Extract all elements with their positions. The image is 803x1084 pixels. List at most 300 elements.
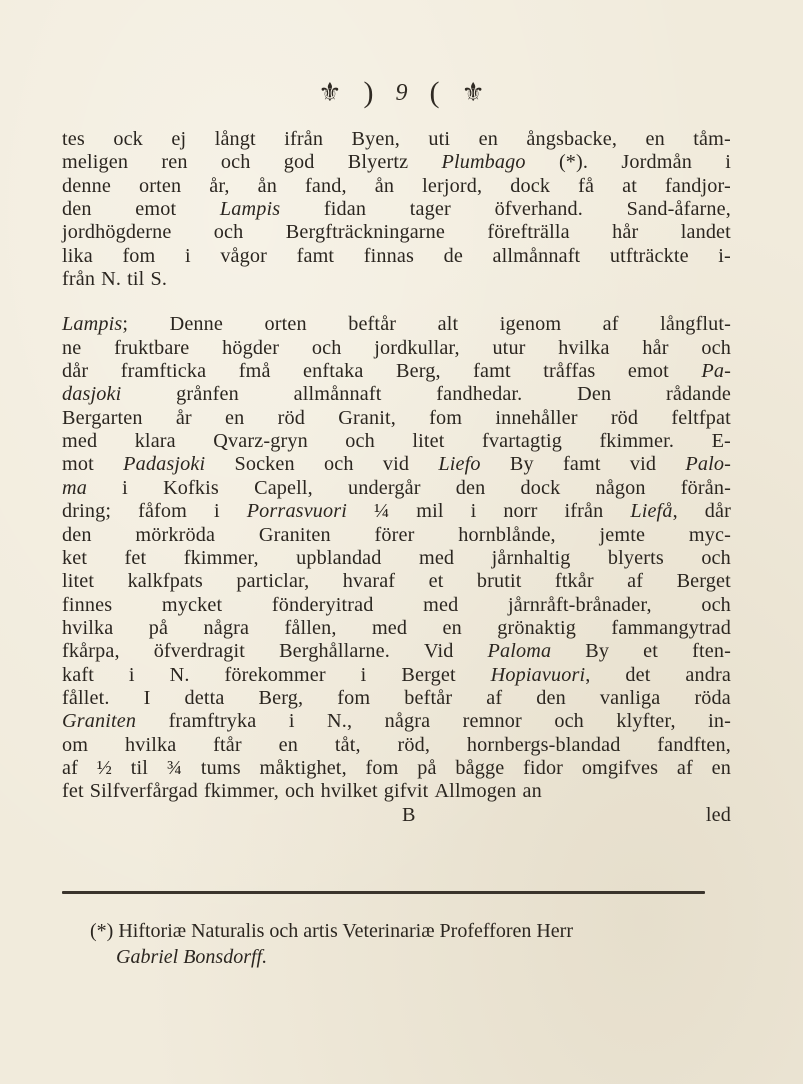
word [62,500,111,523]
roman-text: Blyertz [347,151,409,174]
roman-text: dår [704,500,731,523]
roman-text: , [672,500,678,523]
roman-text: jordhögderne [62,221,172,244]
word [456,477,486,500]
text-line [62,617,731,640]
roman-text: den [62,523,92,546]
roman-text: fvartagtig [481,430,562,453]
word [338,407,396,430]
roman-text: fkimmer, [183,546,259,569]
word [258,175,277,198]
text-line [62,664,731,687]
roman-text: landet [680,221,731,244]
word [701,360,731,383]
roman-text: Berg, [258,686,304,709]
word [123,453,205,476]
word [161,151,187,174]
roman-text: och [701,546,731,569]
roman-text: andra [685,663,731,686]
text-line [62,710,731,733]
word [62,128,85,151]
roman-text: fet [62,780,84,803]
roman-text: Sand-åfarne, [626,198,731,221]
word [374,337,460,360]
text-line [62,151,731,174]
roman-text: Silfverfårgad [89,780,198,803]
italic-text: dasjoki [62,383,122,406]
word [596,477,646,500]
roman-text: ej [171,128,187,150]
roman-text: klara [134,430,176,453]
word [62,547,87,570]
word [438,453,480,476]
word [401,664,455,687]
roman-text: högder [222,336,280,359]
italic-text: Lampis [219,198,281,221]
fleur-de-lis-ornament-left-icon: ⚜ [318,78,342,107]
word [685,664,731,687]
word [578,175,594,198]
roman-text: jårnhaltig [491,546,571,569]
roman-text: med [423,593,459,616]
word [384,780,429,803]
word [125,734,176,757]
word [149,617,168,640]
italic-text: ma [62,476,87,499]
word [522,780,541,803]
word [185,687,225,710]
word [543,360,595,383]
roman-text: på [417,756,437,779]
roman-text: rådande [666,383,731,406]
word [209,175,229,198]
roman-text: i [360,663,367,686]
word [383,453,409,476]
roman-text: particlar, [236,570,310,593]
italic-text: Liefå [630,500,673,523]
word [90,780,198,803]
word [417,757,436,780]
word [62,687,110,710]
paragraph-gap [62,291,731,313]
roman-text: någon [595,476,646,499]
roman-text: utfträckte [609,244,689,267]
word [565,500,604,523]
word [101,268,121,291]
roman-text: ån [257,174,278,197]
word [701,547,731,570]
word [327,710,352,733]
roman-text: S. [150,268,168,291]
word [424,640,454,663]
footnote-name: Gabriel Bonsdorff. [116,946,268,968]
word [410,198,451,221]
roman-text: emot [135,198,177,221]
word [345,430,375,453]
word [254,477,313,500]
roman-text: tåt, [334,733,361,756]
word [493,245,581,268]
word [62,245,93,268]
word [135,430,176,453]
word [220,245,267,268]
roman-text: mil [416,500,444,523]
word [162,594,222,617]
roman-text: vid [629,453,657,476]
roman-text: af [62,756,78,779]
word [444,245,463,268]
word [487,221,569,244]
word [616,710,675,733]
roman-text: ; [122,313,129,336]
roman-text: förer [374,523,415,546]
word [348,313,396,336]
roman-text: förekommer [224,663,326,686]
word [284,128,323,151]
roman-text: med [418,546,455,569]
word [608,547,664,570]
word [693,128,731,151]
word [138,500,187,523]
text-line [62,477,731,500]
roman-text: år [175,406,192,429]
roman-text: ifrån [564,500,604,523]
roman-text: dock [510,174,551,197]
roman-text: tråffas [543,360,596,383]
roman-text: fom [365,756,399,779]
roman-text: litet [62,570,95,593]
word [176,383,239,406]
roman-text: N., [327,710,353,733]
word [62,383,121,406]
word [600,524,646,547]
word [62,221,171,244]
word [135,198,176,221]
word [404,687,452,710]
word [372,617,407,640]
roman-text: igenom [499,313,562,336]
word [236,570,309,593]
word [429,570,444,593]
roman-text: alt [437,313,459,336]
text-line [62,407,731,430]
text-line [62,268,731,291]
roman-text: fkårpa, [62,640,120,663]
roman-text: I [143,686,151,709]
roman-text: hvaraf [342,570,396,593]
roman-text: i [213,500,220,523]
roman-text: Denne [169,313,224,336]
word [131,757,148,780]
roman-text: och [701,593,731,616]
word [536,687,566,710]
text-line [62,570,731,593]
word [62,570,94,593]
roman-text: tums [200,756,241,779]
word [477,570,522,593]
word [622,175,637,198]
word [284,151,315,174]
word [286,221,445,244]
word [558,337,609,360]
word [563,453,601,476]
roman-text: vågor [220,244,268,267]
roman-text: det [625,663,651,686]
roman-text: med [371,616,408,639]
word [169,710,257,733]
word [337,687,370,710]
roman-text: dår [62,360,89,383]
word [214,500,220,523]
footnote [90,918,710,970]
word [665,175,731,198]
word [154,640,245,663]
word [627,198,731,221]
roman-text: af [486,686,503,709]
word [214,221,244,244]
roman-text: detta [184,686,225,709]
roman-text: öfverhand. [494,198,583,221]
roman-text: fet [124,546,147,569]
word [643,640,658,663]
word [163,477,219,500]
word [508,594,652,617]
italic-text: Graniten [62,710,137,733]
roman-text: ån [374,174,395,197]
word [352,128,400,151]
word [419,547,454,570]
roman-text: god [283,151,315,174]
roman-text: förån- [680,476,731,499]
italic-text: Porrasvuori [246,500,348,523]
roman-text: emot [627,360,669,383]
word [296,547,381,570]
roman-text: Berget [676,570,731,593]
roman-text: och [345,430,375,453]
text-line [62,547,731,570]
roman-text: vid [382,453,410,476]
word [396,360,441,383]
roman-text: Den [577,383,612,406]
word [62,151,128,174]
word [259,757,346,780]
word [122,477,128,500]
word [62,640,120,663]
word [689,524,731,547]
roman-text: fkimmer. [599,430,675,453]
word [495,407,577,430]
word [412,430,444,453]
roman-text: långflut- [660,313,731,336]
text-line [62,383,731,406]
word [324,198,366,221]
word [500,313,561,336]
roman-text: orten [138,174,182,197]
roman-text: Bergarten [62,406,143,429]
roman-text: fand, [305,174,347,197]
roman-text: Kofkis [163,476,219,499]
roman-text: tes [62,128,85,150]
word [62,453,94,476]
roman-text: och [554,710,584,733]
text-line [62,360,731,383]
word [62,268,95,291]
roman-text: från [62,268,96,291]
roman-text: fruktbare [114,336,190,359]
roman-text: Capell, [254,476,313,499]
roman-text: lika [62,244,93,267]
roman-text: ket [62,546,88,569]
word [114,337,189,360]
text-line [62,500,731,523]
text-line [62,524,731,547]
roman-text: beftår [404,686,453,709]
word [62,407,143,430]
roman-text: klyfter, [616,710,676,733]
roman-text: mot [62,453,94,476]
text-line [62,780,731,803]
roman-text: fidor [523,756,564,779]
word [473,360,511,383]
roman-text: Qvarz-gryn [213,430,308,453]
roman-text: fkimmer, [203,780,279,803]
roman-text: By [585,640,610,663]
signature-mark: B [402,803,416,826]
word [611,617,731,640]
roman-text: hår [642,336,669,359]
word [62,175,111,198]
roman-text: och [324,453,354,476]
roman-text: röd, [397,733,431,756]
word [213,430,308,453]
roman-text: af [676,756,693,779]
roman-text: ångsbacke, [526,128,618,150]
roman-text: uti [428,128,451,150]
roman-text: myc- [688,523,731,546]
roman-text: kalkfpats [127,570,203,593]
word [265,313,307,336]
roman-text: fandften, [657,733,731,756]
roman-text: grönaktig [497,616,577,639]
italic-text: Paloma [487,640,552,663]
roman-text: By [509,453,534,476]
footnote-marker: (*) [90,920,114,942]
word [150,268,167,291]
roman-text: i- [718,244,731,267]
word [657,734,731,757]
word [294,383,382,406]
roman-text: tåm- [693,128,731,150]
roman-text: grånfen [176,383,239,406]
word [348,151,408,174]
word [523,757,563,780]
word [510,175,550,198]
word [422,175,482,198]
word [479,128,498,151]
word [554,710,584,733]
roman-text: och [213,221,244,244]
roman-text: Berg, [395,360,441,383]
word [582,757,658,780]
roman-text: i [288,710,295,733]
roman-text: hvilka [124,733,177,756]
word [122,245,155,268]
roman-text: ne [62,336,82,359]
roman-text: fållen, [284,616,337,639]
word [492,337,525,360]
word [458,524,556,547]
roman-text: hornbergs-blandad [466,733,621,756]
roman-text: Allmogen [434,780,517,803]
roman-text: innehåller [495,406,578,429]
footnote-line-2 [90,944,710,970]
word [492,547,571,570]
roman-text: en [442,616,462,639]
word [321,780,378,803]
word [225,407,244,430]
roman-text: i [470,500,477,523]
roman-text: dock [520,476,561,499]
italic-text: Padasjoki [123,453,206,476]
italic-text: Palo- [685,453,731,476]
word [611,407,638,430]
word [135,524,215,547]
word [361,664,367,687]
roman-text: en [278,733,298,756]
roman-text: lerjord, [422,174,483,197]
word [612,221,638,244]
italic-text: Pa- [701,360,731,383]
word [215,128,256,151]
word [62,664,94,687]
word [625,664,650,687]
word [555,570,594,593]
word [259,524,331,547]
roman-text: fandjor- [665,174,731,197]
word [645,128,664,151]
roman-text: allmånnaft [293,383,382,406]
text-line [62,640,731,663]
word [685,453,731,476]
word [204,780,279,803]
header-bracket-left: ) [363,76,374,109]
word [62,198,92,221]
roman-text: famt [296,244,335,267]
text-line [62,245,731,268]
word [521,477,561,500]
word [428,128,450,151]
text-line [62,128,731,151]
roman-text: röda [694,686,731,709]
roman-text: och [284,780,315,803]
roman-text: öfverdragit [153,640,246,663]
word [642,337,668,360]
roman-text: Byen, [351,128,400,150]
word [692,640,731,663]
italic-text: Liefo [438,453,481,476]
word [221,151,251,174]
roman-text: fom [337,686,371,709]
roman-text: Jordmån [621,151,692,174]
word [144,687,151,710]
word [603,313,619,336]
word [718,245,731,268]
word [62,780,84,803]
word [559,151,588,174]
text-line [62,757,731,780]
word [708,710,731,733]
roman-text: fåfom [138,500,188,523]
